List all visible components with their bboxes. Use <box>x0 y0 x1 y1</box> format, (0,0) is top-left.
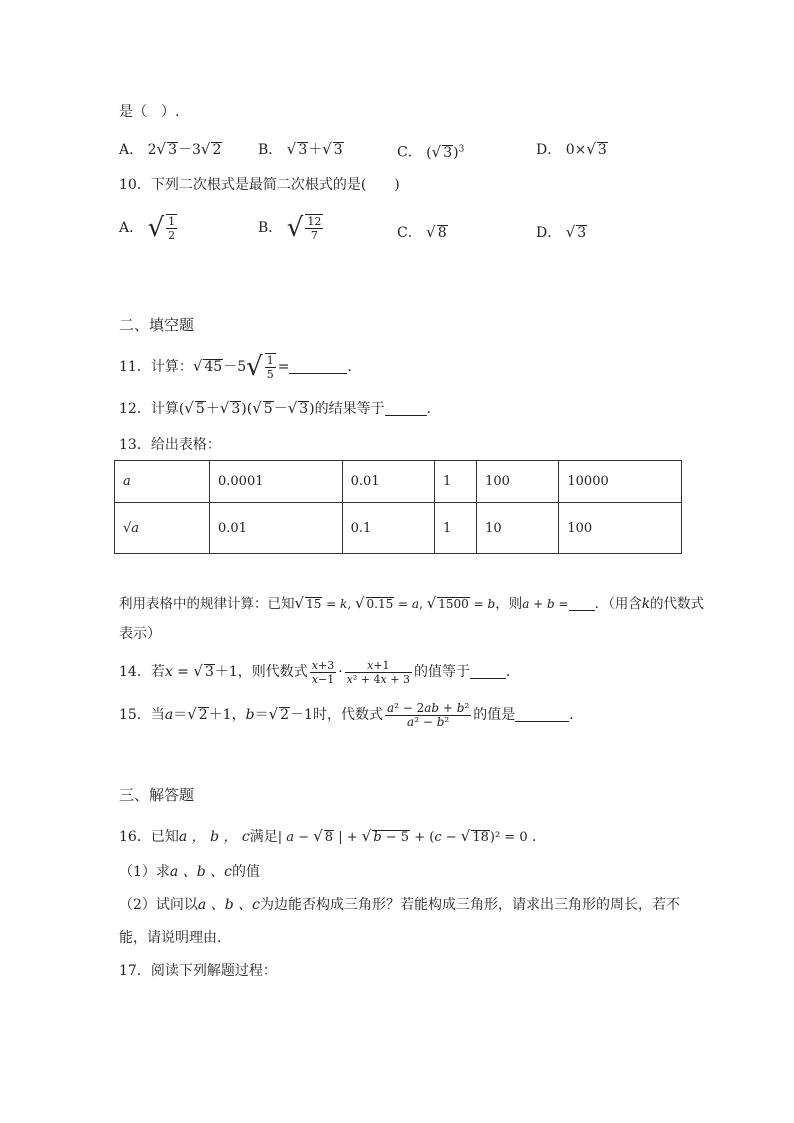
q13-target-expr: a + b = <box>522 597 569 611</box>
q16-part2: （2）试问以a 、b 、c为边能否构成三角形？若能构成三角形，请求出三角形的周长，若不 <box>119 897 680 913</box>
q13-instruction-end: 表示） <box>119 626 161 642</box>
table-cell: 0.0001 <box>210 461 343 503</box>
section-fill-in-title: 二、填空题 <box>119 316 195 334</box>
q12-expr: (√ 5＋√ 3)(√ 5－√ 3) <box>178 399 315 417</box>
q16-part1: （1）求a 、b 、c的值 <box>119 864 260 880</box>
q11-answer-blank[interactable] <box>289 359 347 374</box>
q15: 15．当a＝√ 2＋1，b＝√ 2－1时，代数式 $\frac{\text{a² − 2ab + b²}}{\text{a² − b²}}$ 的值是 ． <box>119 700 584 729</box>
q16-variables: a ， b ， c <box>178 829 250 845</box>
table-row-head: √a <box>115 503 210 554</box>
q14: 14．若x = √ 3＋1，则代数式 $\frac{x+3}{x-1}$ · $\frac{x+1}{\text{x² + 4x + 3}}$ 的值等于 ． <box>119 658 520 686</box>
q16-condition-expr: | a − √ 8 | + √ b − 5 + (c − √ 18)² = 0 <box>277 827 528 845</box>
q9-option-b[interactable]: B． √ 3＋√ 3 <box>258 140 343 158</box>
q16-stem: 16．已知a ， b ， c满足| a − √ 8 | + √ b − 5 + (c − √ 18)² = 0 ． <box>119 827 547 845</box>
q9-option-a[interactable]: A． 2√ 3－3√ 2 <box>119 140 222 158</box>
q13-given-expr: √ 15 = k, √ 0.15 = a, √ 1500 = b <box>294 594 496 612</box>
table-row <box>115 461 682 503</box>
q15-condition-expr: a＝√ 2＋1，b＝√ 2－1 <box>164 705 313 723</box>
table-cell: 1 <box>435 461 477 503</box>
q9-option-d-expr: 0×√ 3 <box>565 140 607 158</box>
q15-expr: $\frac{\text{a² − 2ab + b²}}{\text{a² − b²}}$ <box>386 700 470 729</box>
q11: 11．计算：√ 45－5√ $\frac{1}{5}$ = ． <box>119 352 362 382</box>
table-cell: 100 <box>559 503 682 554</box>
q13-instruction: 利用表格中的规律计算：已知√ 15 = k, √ 0.15 = a, √ 1500 = b，则a + b = ．（用含k的代数式 <box>119 594 705 612</box>
q10-option-c-expr: √ 8 <box>426 223 447 241</box>
q10-option-b[interactable]: B． √ $\frac{12}{7}$ <box>258 214 325 242</box>
q10-option-c[interactable]: C． √ 8 <box>397 223 447 241</box>
q10-option-b-expr: √ $\frac{12}{7}$ <box>286 213 322 243</box>
q13-k-symbol: k <box>641 596 651 612</box>
q14-condition-expr: x = √ 3＋1 <box>164 662 238 680</box>
q9-option-c-expr: (√ 3)$^3$ <box>426 142 465 161</box>
table-row-head: a <box>115 461 210 503</box>
q11-expr: √ 45－5√ $\frac{1}{5}$ = <box>192 352 290 382</box>
q17-stem: 17．阅读下列解题过程： <box>119 963 277 979</box>
table-cell: 0.1 <box>342 503 434 554</box>
q10-option-d[interactable]: D． √ 3 <box>536 223 587 241</box>
q16-part2-cont: 能，请说明理由． <box>119 930 231 946</box>
q10-option-a[interactable]: A． √ $\frac{1}{2}$ <box>119 214 179 242</box>
q9-option-b-expr: √ 3＋√ 3 <box>286 140 343 158</box>
q15-answer-blank[interactable] <box>515 707 569 722</box>
q9-option-c[interactable]: C． (√ 3)$^3$ <box>397 142 465 161</box>
section-solve-title: 三、解答题 <box>119 786 195 804</box>
q9-stem-tail: 是（ ）. <box>119 104 180 120</box>
q12-answer-blank[interactable] <box>385 401 427 416</box>
q9-option-d[interactable]: D． 0×√ 3 <box>536 140 607 158</box>
q10-option-a-expr: √ $\frac{1}{2}$ <box>147 213 176 243</box>
q9-option-a-expr: 2√ 3－3√ 2 <box>147 140 222 158</box>
table-cell: 0.01 <box>210 503 343 554</box>
table-row <box>115 503 682 554</box>
table-cell: 10000 <box>559 461 682 503</box>
table-cell: 100 <box>477 461 559 503</box>
table-cell: 0.01 <box>342 461 434 503</box>
table-cell: 1 <box>435 503 477 554</box>
q12: 12．计算(√ 5＋√ 3)(√ 5－√ 3)的结果等于 ． <box>119 399 441 417</box>
q10-stem: 10．下列二次根式是最简二次根式的是( ) <box>119 177 400 193</box>
q14-answer-blank[interactable] <box>470 664 506 679</box>
table-cell: 10 <box>477 503 559 554</box>
q13-table <box>114 460 682 554</box>
q14-expr: $\frac{x+3}{x-1}$ · $\frac{x+1}{\text{x² + 4x + 3}}$ <box>311 658 410 686</box>
q16-part1-variables: a 、b 、c <box>169 864 232 880</box>
q16-part2-variables: a 、b 、c <box>197 897 260 913</box>
q13-answer-blank[interactable] <box>569 596 595 611</box>
q10-option-d-expr: √ 3 <box>565 223 587 241</box>
q13-stem: 13．给出表格： <box>119 437 221 453</box>
